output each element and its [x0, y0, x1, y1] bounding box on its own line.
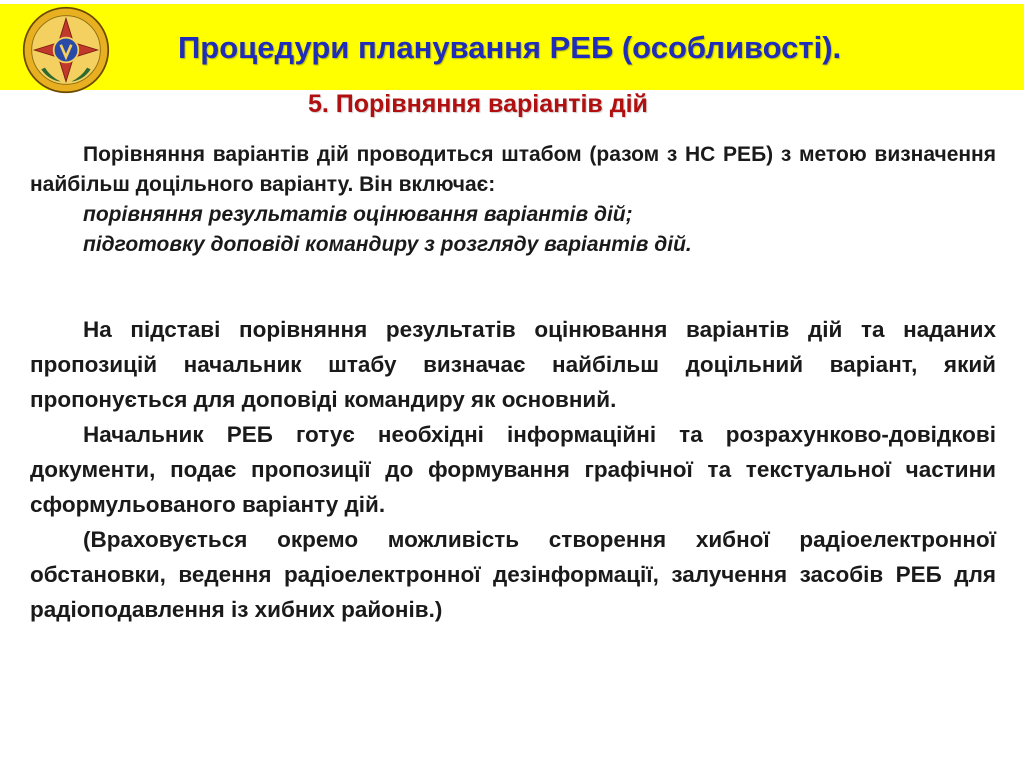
intro-paragraph: Порівняння варіантів дій проводиться штабом (разом з НС РЕБ) з метою визначення найбільш доцільного варіанту. Він включає:	[30, 143, 996, 196]
slide-title: Процедури планування РЕБ (особливості).	[178, 30, 842, 65]
section-subtitle: 5. Порівняння варіантів дій	[308, 90, 648, 118]
body-paragraph: (Враховується окремо можливість створення хибної радіоелектронної обстановки, ведення радіоелектронної дезінформації, залучення засобів РЕБ для радіоподавлення із хибних районів.)	[30, 527, 996, 622]
body-paragraph: Начальник РЕБ готує необхідні інформаційні та розрахунково-довідкові документи, подає пропозиції до формування графічної та текстуальної частини сформульованого варіанту дій.	[30, 422, 996, 517]
military-emblem-icon	[22, 6, 110, 94]
intro-item: підготовку доповіді командиру з розгляду варіантів дій.	[83, 233, 692, 256]
intro-block	[30, 140, 996, 260]
body-paragraph: На підставі порівняння результатів оцінювання варіантів дій та наданих пропозицій начальник штабу визначає найбільш доцільний варіант, який пропонується для доповіді командиру як основний.	[30, 317, 996, 412]
intro-item: порівняння результатів оцінювання варіантів дій;	[83, 203, 633, 226]
body-block	[30, 312, 996, 627]
